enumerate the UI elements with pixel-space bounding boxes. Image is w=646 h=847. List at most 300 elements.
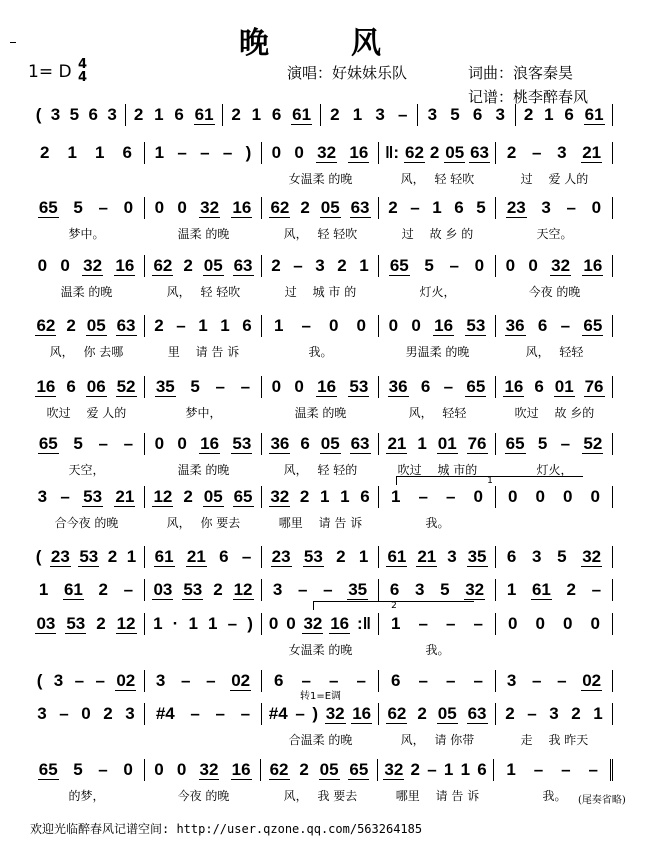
note: – (449, 256, 459, 275)
measure (126, 104, 224, 126)
measure (145, 703, 262, 725)
note: 35 (467, 546, 487, 566)
notation-row (28, 545, 613, 569)
note: 53 (232, 433, 252, 453)
lyric (28, 170, 145, 186)
note: – (588, 760, 598, 779)
note: 6 (360, 487, 370, 506)
ending-note: (尾奏省略) (578, 795, 626, 806)
lyric: 温柔 的晚 (60, 285, 113, 299)
measure (145, 486, 262, 508)
note: 1 (417, 434, 427, 453)
lyric: 风， 你 要去 (166, 516, 241, 530)
note: ( (36, 671, 43, 690)
lyric: 吹过 城 市的 (397, 463, 478, 477)
note: 6 (271, 105, 282, 124)
measure (496, 670, 613, 692)
note: #4 (268, 704, 288, 723)
score-line (28, 702, 613, 747)
lyric: 风， 你 去哪 (49, 345, 124, 359)
lyric: 温柔 的晚 (177, 227, 230, 241)
note: 0 (60, 256, 70, 275)
measure (496, 142, 613, 164)
lyric: 合温柔 的晚 (288, 733, 353, 747)
note: 2 (429, 143, 440, 162)
note: 0 (474, 256, 485, 275)
note: 2 (107, 547, 118, 566)
note: 1 (359, 256, 369, 275)
note: – (427, 760, 437, 779)
lyric (28, 731, 145, 747)
note: 0 (268, 614, 279, 633)
note: 12 (233, 579, 253, 599)
volta-1: 1 (396, 476, 583, 485)
note: – (561, 760, 571, 779)
note: – (566, 198, 576, 217)
note: 05 (320, 433, 340, 453)
note: 6 (477, 760, 487, 779)
note: 12 (153, 486, 173, 506)
note: 2 (388, 198, 398, 217)
note: – (446, 487, 456, 506)
score-line (28, 485, 613, 530)
note: 3 (37, 704, 47, 723)
notation-row (28, 141, 613, 165)
note: 0 (528, 256, 538, 275)
note: 36 (388, 376, 408, 396)
note: 6 (219, 547, 229, 566)
note: ( (35, 105, 42, 124)
note: – (215, 704, 225, 723)
lyrics-row (28, 170, 613, 186)
measure (379, 315, 496, 337)
note: 0 (123, 198, 134, 217)
note: 5 (557, 547, 567, 566)
note: 3 (50, 105, 61, 124)
note: 2 (40, 143, 50, 162)
measure (28, 255, 145, 277)
note: – (557, 671, 567, 690)
note: – (98, 434, 108, 453)
notation-row (28, 669, 613, 693)
note: 32 (303, 613, 323, 633)
measure (262, 703, 379, 725)
note: 62 (269, 759, 289, 779)
note: 3 (37, 487, 48, 506)
measure (145, 142, 262, 164)
score-line (28, 141, 613, 186)
note: 2 (336, 547, 346, 566)
note: 1 (251, 105, 262, 124)
note: 5 (450, 105, 460, 124)
note: 62 (405, 142, 424, 162)
note: – (323, 580, 333, 599)
note: 3 (549, 704, 559, 723)
note: 36 (505, 315, 525, 335)
lyric: 天空， (68, 463, 105, 477)
note: 1 (95, 143, 105, 162)
measure (145, 670, 262, 692)
note: 21 (115, 486, 135, 506)
note: 0 (590, 487, 600, 506)
note: 2 (505, 704, 515, 723)
note: 6 (537, 316, 548, 335)
note: 32 (199, 759, 219, 779)
note: – (418, 671, 428, 690)
note: :‖ (356, 614, 372, 633)
note: 1 (153, 614, 163, 633)
note: 05 (203, 486, 223, 506)
lyric: 灯火， (419, 285, 456, 299)
measure (28, 433, 145, 455)
note: 6 (242, 316, 252, 335)
note: 3 (531, 547, 542, 566)
note: 0 (294, 377, 304, 396)
note: ‖: (384, 143, 400, 162)
notation-row (28, 485, 613, 509)
measure (379, 486, 496, 508)
note: 1 (38, 580, 49, 599)
measure (262, 579, 379, 601)
note: 0 (286, 614, 296, 633)
lyric: 过 爱 人的 (520, 172, 589, 186)
note: 03 (153, 579, 173, 599)
measure (145, 197, 262, 219)
measure (321, 104, 419, 126)
note: 2 (506, 143, 517, 162)
note: 36 (270, 433, 290, 453)
measure (379, 546, 496, 568)
note: – (533, 760, 544, 779)
note: 23 (506, 197, 526, 217)
note: 0 (508, 614, 518, 633)
note: 1 (460, 760, 471, 779)
note: 2 (98, 580, 108, 599)
notation-row (28, 612, 613, 636)
measure (28, 104, 126, 126)
lyric: 梦中。 (68, 227, 105, 241)
note: 16 (330, 613, 350, 633)
note: 6 (122, 143, 132, 162)
note: 5 (537, 434, 548, 453)
note: ) (312, 704, 319, 723)
notation-row (28, 375, 613, 399)
note: 02 (231, 670, 251, 690)
lyric: 合今夜 的晚 (54, 516, 119, 530)
note: 3 (315, 256, 325, 275)
score-line (28, 432, 613, 477)
note: 03 (36, 613, 56, 633)
measure (496, 486, 613, 508)
measure (379, 197, 496, 219)
lyric: 温柔 的晚 (294, 406, 347, 420)
note: 12 (116, 613, 136, 633)
lyric: 我。 (542, 789, 567, 803)
note: 1 (506, 760, 516, 779)
note: 53 (466, 315, 486, 335)
note: 62 (387, 703, 407, 723)
note: 3 (541, 198, 551, 217)
note: – (59, 704, 69, 723)
note: 32 (384, 759, 404, 779)
lyric: 天空。 (536, 227, 573, 241)
note: 65 (505, 433, 525, 453)
note: – (123, 434, 134, 453)
note: 53 (303, 546, 323, 566)
note: 3 (427, 105, 438, 124)
song-title: 晚 风 (239, 26, 407, 61)
note: 5 (73, 760, 83, 779)
note: – (241, 547, 252, 566)
note: – (473, 614, 483, 633)
lyric: 风， 轻轻 (525, 345, 584, 359)
note: – (206, 671, 216, 690)
note: 02 (116, 670, 136, 690)
note: ) (245, 143, 252, 162)
note: 05 (86, 315, 106, 335)
note: 6 (174, 105, 184, 124)
note: – (200, 143, 210, 162)
note: 16 (349, 142, 369, 162)
note: 2 (410, 760, 420, 779)
measure (262, 255, 379, 277)
composer-credit: 词曲：浪客秦昊 (468, 64, 574, 82)
lyric: 过 城 市 的 (284, 285, 357, 299)
note: 0 (37, 256, 48, 275)
note: 76 (584, 376, 604, 396)
note: 0 (329, 316, 339, 335)
note: 21 (186, 546, 206, 566)
measure (28, 376, 145, 398)
note: – (591, 580, 602, 599)
note: 1 (443, 760, 454, 779)
note: 6 (454, 198, 464, 217)
note: – (95, 671, 105, 690)
note: – (446, 614, 456, 633)
note: – (240, 704, 251, 723)
measure (28, 486, 145, 508)
note: – (397, 105, 408, 124)
note: 01 (437, 433, 457, 453)
note: 16 (232, 197, 252, 217)
notation-row (28, 196, 613, 220)
note: 1 (544, 105, 554, 124)
note: 02 (582, 670, 602, 690)
note: 1 (352, 105, 363, 124)
note: 0 (356, 316, 366, 335)
note: 3 (506, 671, 517, 690)
lyric (145, 170, 262, 186)
note: 0 (271, 143, 282, 162)
note: 2 (103, 704, 113, 723)
note: 2 (154, 316, 164, 335)
note: 01 (554, 376, 574, 396)
measure (494, 759, 613, 781)
note: 0 (81, 704, 91, 723)
note: 3 (557, 143, 567, 162)
note: 3 (375, 105, 385, 124)
note: – (227, 614, 238, 633)
note: 2 (231, 105, 241, 124)
note: – (297, 580, 308, 599)
measure (28, 759, 145, 781)
volta-2: 2 (313, 601, 474, 610)
measure (28, 579, 145, 601)
notation-row (28, 314, 613, 338)
note: 6 (564, 105, 574, 124)
note: 1 (358, 547, 369, 566)
note: – (443, 377, 454, 396)
note: 1 (391, 487, 401, 506)
lyric: 风， 轻 轻的 (283, 463, 358, 477)
lyric: 的梦， (68, 789, 105, 803)
note: 32 (325, 703, 345, 723)
measure (262, 315, 379, 337)
note: 1 (188, 614, 198, 633)
note: 53 (83, 486, 103, 506)
measure (28, 703, 145, 725)
note: 2 (566, 580, 576, 599)
lyric: 温柔 的晚 (177, 463, 230, 477)
note: 5 (69, 105, 80, 124)
note: 05 (320, 197, 340, 217)
note: 61 (531, 579, 551, 599)
note: 65 (38, 433, 58, 453)
note: 5 (190, 377, 200, 396)
measure (145, 546, 262, 568)
note: 1 (198, 316, 208, 335)
note: 65 (233, 486, 253, 506)
note: 05 (437, 703, 457, 723)
measure (262, 433, 379, 455)
note: 63 (350, 433, 370, 453)
measure (418, 104, 516, 126)
measure (145, 315, 262, 337)
note: – (560, 434, 571, 453)
note: 0 (154, 434, 165, 453)
measure (516, 104, 614, 126)
note: 21 (417, 546, 437, 566)
measure (496, 376, 613, 398)
note: 2 (133, 105, 144, 124)
measure (145, 579, 262, 601)
measure (28, 670, 145, 692)
lyric (145, 641, 262, 657)
note: 0 (473, 487, 483, 506)
note: 65 (38, 759, 58, 779)
note: 1 (208, 614, 218, 633)
lyric: 我。 (425, 643, 450, 657)
note: 2 (271, 256, 281, 275)
lyric: 风， 轻轻 (408, 406, 467, 420)
measure (223, 104, 321, 126)
lyrics-row (28, 283, 613, 299)
note: 6 (300, 434, 310, 453)
lyric: 女温柔 的晚 (288, 643, 353, 657)
lyric: 过 故 乡 的 (401, 227, 474, 241)
lyric (496, 641, 613, 657)
note: 63 (350, 197, 370, 217)
note: – (222, 143, 233, 162)
measure (496, 703, 613, 725)
time-signature (78, 58, 87, 84)
measure (262, 486, 379, 508)
score-line (28, 254, 613, 299)
note: – (60, 487, 70, 506)
note: 1 (340, 487, 350, 506)
note: – (410, 198, 420, 217)
measure (145, 613, 262, 635)
note: 32 (270, 486, 290, 506)
transcriber-credit: 记谱：桃李醉春风 (468, 88, 589, 106)
note: 63 (233, 255, 253, 275)
note: 61 (63, 579, 83, 599)
note: 0 (411, 316, 421, 335)
measure (496, 315, 613, 337)
note: 16 (115, 255, 135, 275)
note: 21 (582, 142, 602, 162)
note: 52 (116, 376, 136, 396)
note: 1 (126, 547, 137, 566)
note: 16 (200, 433, 220, 453)
measure (262, 613, 379, 635)
note: 35 (155, 376, 175, 396)
note: – (190, 704, 200, 723)
note: 05 (319, 759, 339, 779)
notation-row (28, 254, 613, 278)
time-bottom: 4 (78, 70, 88, 85)
measure (262, 376, 379, 398)
lyric: 哪里 请 告 诉 (395, 789, 480, 803)
lyric: 风， 轻 轻吹 (166, 285, 241, 299)
note: 16 (504, 376, 524, 396)
lyric: 男温柔 的晚 (405, 345, 470, 359)
note: 61 (154, 546, 174, 566)
note: 0 (535, 487, 545, 506)
note: 6 (389, 580, 400, 599)
measure (496, 255, 613, 277)
note: 2 (299, 487, 310, 506)
note: 61 (194, 104, 214, 124)
note: ( (35, 547, 42, 566)
note: – (531, 143, 542, 162)
note: 2 (183, 487, 193, 506)
key-signature: 1= D (28, 62, 72, 82)
note: 32 (317, 142, 337, 162)
note: 3 (447, 547, 457, 566)
note: 6 (534, 377, 544, 396)
note: 23 (50, 546, 70, 566)
lyrics-row (28, 225, 613, 241)
note: – (177, 143, 187, 162)
notation-row (28, 702, 613, 726)
note: 5 (73, 198, 83, 217)
note: 6 (274, 671, 284, 690)
note: 3 (155, 671, 166, 690)
notation-row (28, 432, 613, 456)
lyric: 哪里 请 告 诉 (278, 516, 363, 530)
note: 0 (271, 377, 282, 396)
lyric: 风， 我 要去 (283, 789, 358, 803)
note: 1 (220, 316, 230, 335)
lyric: 我。 (425, 516, 450, 530)
note: – (418, 487, 428, 506)
note: – (123, 580, 134, 599)
note: – (240, 377, 251, 396)
lyric: 今夜 的晚 (528, 285, 581, 299)
note: 6 (506, 547, 517, 566)
measure (378, 759, 495, 781)
